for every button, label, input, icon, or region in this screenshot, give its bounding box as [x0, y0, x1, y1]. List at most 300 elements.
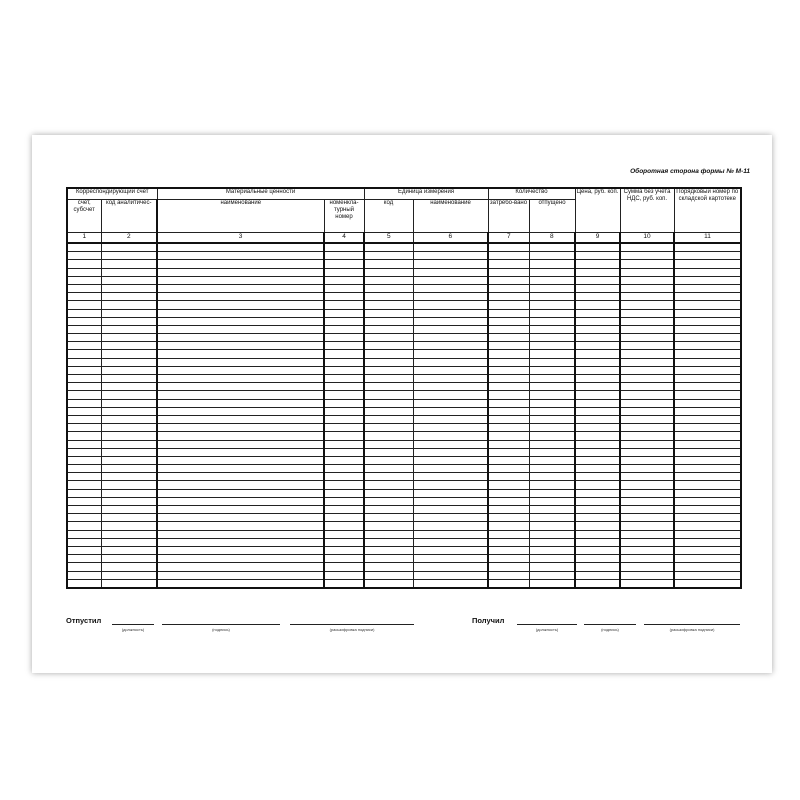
table-cell[interactable]	[157, 546, 324, 554]
table-cell[interactable]	[529, 440, 575, 448]
table-cell[interactable]	[529, 293, 575, 301]
table-cell[interactable]	[529, 243, 575, 252]
table-cell[interactable]	[575, 391, 620, 399]
table-cell[interactable]	[101, 546, 157, 554]
table-cell[interactable]	[364, 530, 413, 538]
table-cell[interactable]	[529, 563, 575, 571]
table-cell[interactable]	[364, 276, 413, 284]
table-cell[interactable]	[413, 555, 488, 563]
table-cell[interactable]	[324, 440, 364, 448]
table-cell[interactable]	[157, 571, 324, 579]
table-cell[interactable]	[488, 432, 529, 440]
table-cell[interactable]	[488, 276, 529, 284]
table-cell[interactable]	[324, 522, 364, 530]
table-cell[interactable]	[364, 432, 413, 440]
received-decoding-line[interactable]	[644, 624, 740, 625]
table-cell[interactable]	[620, 432, 674, 440]
table-cell[interactable]	[157, 391, 324, 399]
table-cell[interactable]	[529, 415, 575, 423]
table-cell[interactable]	[364, 284, 413, 292]
table-cell[interactable]	[101, 358, 157, 366]
table-cell[interactable]	[575, 366, 620, 374]
table-cell[interactable]	[620, 399, 674, 407]
table-cell[interactable]	[324, 383, 364, 391]
table-cell[interactable]	[575, 579, 620, 588]
table-cell[interactable]	[67, 301, 101, 309]
table-cell[interactable]	[488, 342, 529, 350]
table-cell[interactable]	[324, 391, 364, 399]
table-cell[interactable]	[101, 252, 157, 260]
table-cell[interactable]	[674, 301, 741, 309]
table-cell[interactable]	[157, 342, 324, 350]
table-cell[interactable]	[529, 399, 575, 407]
table-cell[interactable]	[620, 571, 674, 579]
table-cell[interactable]	[488, 383, 529, 391]
table-cell[interactable]	[529, 325, 575, 333]
table-cell[interactable]	[674, 309, 741, 317]
table-cell[interactable]	[67, 284, 101, 292]
table-cell[interactable]	[674, 342, 741, 350]
table-cell[interactable]	[529, 301, 575, 309]
table-cell[interactable]	[488, 522, 529, 530]
table-cell[interactable]	[413, 522, 488, 530]
table-cell[interactable]	[157, 276, 324, 284]
table-cell[interactable]	[488, 424, 529, 432]
table-cell[interactable]	[413, 546, 488, 554]
table-cell[interactable]	[364, 424, 413, 432]
table-cell[interactable]	[674, 555, 741, 563]
table-cell[interactable]	[529, 546, 575, 554]
table-cell[interactable]	[575, 383, 620, 391]
table-cell[interactable]	[101, 514, 157, 522]
table-cell[interactable]	[529, 514, 575, 522]
table-cell[interactable]	[157, 260, 324, 268]
table-cell[interactable]	[364, 538, 413, 546]
table-cell[interactable]	[620, 473, 674, 481]
table-cell[interactable]	[364, 506, 413, 514]
table-cell[interactable]	[67, 456, 101, 464]
table-cell[interactable]	[488, 440, 529, 448]
table-cell[interactable]	[324, 506, 364, 514]
table-cell[interactable]	[101, 424, 157, 432]
table-cell[interactable]	[620, 424, 674, 432]
table-cell[interactable]	[101, 432, 157, 440]
table-cell[interactable]	[413, 375, 488, 383]
table-cell[interactable]	[101, 260, 157, 268]
table-cell[interactable]	[67, 366, 101, 374]
table-cell[interactable]	[157, 530, 324, 538]
table-cell[interactable]	[529, 334, 575, 342]
table-cell[interactable]	[488, 375, 529, 383]
table-cell[interactable]	[324, 489, 364, 497]
table-cell[interactable]	[324, 456, 364, 464]
table-cell[interactable]	[575, 424, 620, 432]
table-cell[interactable]	[413, 579, 488, 588]
table-cell[interactable]	[67, 358, 101, 366]
table-cell[interactable]	[575, 497, 620, 505]
table-cell[interactable]	[413, 284, 488, 292]
table-cell[interactable]	[529, 448, 575, 456]
table-cell[interactable]	[157, 334, 324, 342]
table-cell[interactable]	[529, 555, 575, 563]
table-cell[interactable]	[674, 489, 741, 497]
table-cell[interactable]	[67, 383, 101, 391]
table-cell[interactable]	[620, 456, 674, 464]
table-cell[interactable]	[529, 432, 575, 440]
table-cell[interactable]	[413, 399, 488, 407]
table-cell[interactable]	[324, 268, 364, 276]
table-cell[interactable]	[324, 399, 364, 407]
table-cell[interactable]	[575, 571, 620, 579]
table-cell[interactable]	[67, 399, 101, 407]
table-cell[interactable]	[67, 334, 101, 342]
table-cell[interactable]	[488, 350, 529, 358]
table-cell[interactable]	[157, 350, 324, 358]
table-cell[interactable]	[620, 317, 674, 325]
table-cell[interactable]	[364, 342, 413, 350]
table-cell[interactable]	[674, 465, 741, 473]
table-cell[interactable]	[413, 563, 488, 571]
table-cell[interactable]	[413, 415, 488, 423]
table-cell[interactable]	[620, 440, 674, 448]
table-cell[interactable]	[157, 440, 324, 448]
table-cell[interactable]	[324, 415, 364, 423]
table-cell[interactable]	[101, 456, 157, 464]
table-cell[interactable]	[324, 350, 364, 358]
table-cell[interactable]	[488, 415, 529, 423]
table-cell[interactable]	[620, 546, 674, 554]
table-cell[interactable]	[157, 432, 324, 440]
table-cell[interactable]	[488, 243, 529, 252]
table-cell[interactable]	[413, 243, 488, 252]
table-cell[interactable]	[575, 252, 620, 260]
table-cell[interactable]	[620, 506, 674, 514]
table-cell[interactable]	[413, 391, 488, 399]
table-cell[interactable]	[101, 268, 157, 276]
table-cell[interactable]	[529, 407, 575, 415]
table-cell[interactable]	[620, 252, 674, 260]
table-cell[interactable]	[157, 358, 324, 366]
table-cell[interactable]	[67, 440, 101, 448]
table-cell[interactable]	[488, 448, 529, 456]
table-cell[interactable]	[488, 268, 529, 276]
table-cell[interactable]	[674, 317, 741, 325]
table-cell[interactable]	[620, 375, 674, 383]
table-cell[interactable]	[364, 334, 413, 342]
table-cell[interactable]	[324, 571, 364, 579]
table-cell[interactable]	[157, 243, 324, 252]
table-cell[interactable]	[575, 350, 620, 358]
table-cell[interactable]	[529, 424, 575, 432]
table-cell[interactable]	[67, 432, 101, 440]
table-cell[interactable]	[674, 530, 741, 538]
table-cell[interactable]	[67, 489, 101, 497]
table-cell[interactable]	[157, 522, 324, 530]
table-cell[interactable]	[529, 522, 575, 530]
table-cell[interactable]	[674, 293, 741, 301]
table-cell[interactable]	[364, 440, 413, 448]
table-cell[interactable]	[101, 579, 157, 588]
table-cell[interactable]	[488, 473, 529, 481]
table-cell[interactable]	[67, 260, 101, 268]
table-cell[interactable]	[67, 424, 101, 432]
table-cell[interactable]	[324, 276, 364, 284]
table-cell[interactable]	[157, 415, 324, 423]
table-cell[interactable]	[620, 555, 674, 563]
table-cell[interactable]	[575, 268, 620, 276]
table-cell[interactable]	[674, 334, 741, 342]
table-cell[interactable]	[620, 276, 674, 284]
table-cell[interactable]	[488, 506, 529, 514]
table-cell[interactable]	[413, 440, 488, 448]
table-cell[interactable]	[101, 350, 157, 358]
table-cell[interactable]	[674, 563, 741, 571]
table-cell[interactable]	[529, 284, 575, 292]
table-cell[interactable]	[674, 448, 741, 456]
table-cell[interactable]	[364, 391, 413, 399]
table-cell[interactable]	[157, 375, 324, 383]
table-cell[interactable]	[157, 424, 324, 432]
table-cell[interactable]	[101, 563, 157, 571]
table-cell[interactable]	[488, 497, 529, 505]
table-cell[interactable]	[157, 506, 324, 514]
table-cell[interactable]	[364, 473, 413, 481]
table-cell[interactable]	[101, 497, 157, 505]
table-cell[interactable]	[67, 415, 101, 423]
table-cell[interactable]	[324, 497, 364, 505]
table-cell[interactable]	[157, 538, 324, 546]
table-cell[interactable]	[324, 358, 364, 366]
table-cell[interactable]	[413, 252, 488, 260]
table-cell[interactable]	[488, 399, 529, 407]
table-cell[interactable]	[67, 538, 101, 546]
table-cell[interactable]	[324, 432, 364, 440]
table-cell[interactable]	[413, 366, 488, 374]
table-cell[interactable]	[324, 424, 364, 432]
table-cell[interactable]	[101, 342, 157, 350]
table-cell[interactable]	[364, 399, 413, 407]
table-cell[interactable]	[324, 293, 364, 301]
table-cell[interactable]	[488, 579, 529, 588]
table-cell[interactable]	[575, 375, 620, 383]
table-cell[interactable]	[67, 571, 101, 579]
table-cell[interactable]	[488, 293, 529, 301]
table-cell[interactable]	[575, 563, 620, 571]
table-cell[interactable]	[67, 497, 101, 505]
table-cell[interactable]	[364, 571, 413, 579]
table-cell[interactable]	[364, 465, 413, 473]
table-cell[interactable]	[157, 555, 324, 563]
table-cell[interactable]	[101, 276, 157, 284]
table-cell[interactable]	[101, 473, 157, 481]
released-decoding-line[interactable]	[290, 624, 414, 625]
table-cell[interactable]	[413, 309, 488, 317]
table-cell[interactable]	[674, 579, 741, 588]
table-cell[interactable]	[324, 366, 364, 374]
table-cell[interactable]	[488, 317, 529, 325]
table-cell[interactable]	[413, 260, 488, 268]
table-cell[interactable]	[620, 366, 674, 374]
table-cell[interactable]	[575, 546, 620, 554]
table-cell[interactable]	[67, 522, 101, 530]
table-cell[interactable]	[529, 260, 575, 268]
table-cell[interactable]	[101, 415, 157, 423]
table-cell[interactable]	[67, 530, 101, 538]
table-cell[interactable]	[157, 293, 324, 301]
table-cell[interactable]	[324, 514, 364, 522]
table-cell[interactable]	[101, 506, 157, 514]
table-cell[interactable]	[674, 268, 741, 276]
table-cell[interactable]	[529, 317, 575, 325]
table-cell[interactable]	[575, 301, 620, 309]
table-cell[interactable]	[157, 383, 324, 391]
table-cell[interactable]	[67, 563, 101, 571]
table-cell[interactable]	[620, 309, 674, 317]
table-cell[interactable]	[364, 309, 413, 317]
table-cell[interactable]	[101, 243, 157, 252]
table-cell[interactable]	[488, 358, 529, 366]
table-cell[interactable]	[575, 260, 620, 268]
table-cell[interactable]	[413, 506, 488, 514]
table-cell[interactable]	[324, 481, 364, 489]
table-cell[interactable]	[529, 497, 575, 505]
table-cell[interactable]	[101, 366, 157, 374]
table-cell[interactable]	[67, 342, 101, 350]
table-cell[interactable]	[620, 342, 674, 350]
table-cell[interactable]	[529, 252, 575, 260]
table-cell[interactable]	[67, 375, 101, 383]
table-cell[interactable]	[157, 317, 324, 325]
table-cell[interactable]	[674, 325, 741, 333]
table-cell[interactable]	[101, 383, 157, 391]
table-cell[interactable]	[67, 481, 101, 489]
table-cell[interactable]	[101, 375, 157, 383]
table-cell[interactable]	[620, 358, 674, 366]
table-cell[interactable]	[324, 563, 364, 571]
table-cell[interactable]	[413, 424, 488, 432]
table-cell[interactable]	[101, 334, 157, 342]
table-cell[interactable]	[529, 579, 575, 588]
table-cell[interactable]	[488, 546, 529, 554]
table-cell[interactable]	[674, 514, 741, 522]
table-cell[interactable]	[324, 317, 364, 325]
table-cell[interactable]	[364, 563, 413, 571]
table-cell[interactable]	[575, 293, 620, 301]
table-cell[interactable]	[674, 497, 741, 505]
table-cell[interactable]	[101, 538, 157, 546]
table-cell[interactable]	[324, 325, 364, 333]
table-cell[interactable]	[620, 465, 674, 473]
table-cell[interactable]	[575, 538, 620, 546]
table-cell[interactable]	[488, 514, 529, 522]
table-cell[interactable]	[620, 268, 674, 276]
table-cell[interactable]	[620, 325, 674, 333]
table-cell[interactable]	[324, 284, 364, 292]
table-cell[interactable]	[67, 276, 101, 284]
table-cell[interactable]	[364, 375, 413, 383]
table-cell[interactable]	[364, 293, 413, 301]
table-cell[interactable]	[413, 538, 488, 546]
table-cell[interactable]	[101, 465, 157, 473]
table-cell[interactable]	[620, 522, 674, 530]
table-cell[interactable]	[67, 407, 101, 415]
table-cell[interactable]	[101, 571, 157, 579]
table-cell[interactable]	[620, 448, 674, 456]
table-cell[interactable]	[488, 530, 529, 538]
table-cell[interactable]	[413, 268, 488, 276]
table-cell[interactable]	[620, 391, 674, 399]
table-cell[interactable]	[67, 268, 101, 276]
table-cell[interactable]	[364, 456, 413, 464]
table-cell[interactable]	[157, 481, 324, 489]
table-cell[interactable]	[575, 456, 620, 464]
table-cell[interactable]	[364, 317, 413, 325]
table-cell[interactable]	[67, 293, 101, 301]
table-cell[interactable]	[101, 489, 157, 497]
table-cell[interactable]	[413, 293, 488, 301]
table-cell[interactable]	[620, 489, 674, 497]
table-cell[interactable]	[413, 432, 488, 440]
table-cell[interactable]	[488, 571, 529, 579]
table-cell[interactable]	[674, 415, 741, 423]
table-cell[interactable]	[575, 325, 620, 333]
table-cell[interactable]	[157, 448, 324, 456]
table-cell[interactable]	[157, 284, 324, 292]
table-cell[interactable]	[157, 563, 324, 571]
table-cell[interactable]	[364, 243, 413, 252]
table-cell[interactable]	[324, 579, 364, 588]
table-cell[interactable]	[529, 276, 575, 284]
table-cell[interactable]	[413, 465, 488, 473]
table-cell[interactable]	[364, 301, 413, 309]
table-cell[interactable]	[364, 252, 413, 260]
table-cell[interactable]	[67, 514, 101, 522]
table-cell[interactable]	[364, 268, 413, 276]
table-cell[interactable]	[488, 538, 529, 546]
table-cell[interactable]	[529, 538, 575, 546]
table-cell[interactable]	[364, 522, 413, 530]
table-cell[interactable]	[674, 260, 741, 268]
table-cell[interactable]	[674, 473, 741, 481]
table-cell[interactable]	[413, 489, 488, 497]
table-cell[interactable]	[364, 497, 413, 505]
table-cell[interactable]	[575, 399, 620, 407]
table-cell[interactable]	[529, 366, 575, 374]
table-cell[interactable]	[620, 538, 674, 546]
table-cell[interactable]	[620, 243, 674, 252]
table-cell[interactable]	[157, 301, 324, 309]
table-cell[interactable]	[364, 407, 413, 415]
table-cell[interactable]	[488, 366, 529, 374]
table-cell[interactable]	[575, 243, 620, 252]
table-cell[interactable]	[364, 489, 413, 497]
table-cell[interactable]	[488, 563, 529, 571]
table-cell[interactable]	[101, 317, 157, 325]
table-cell[interactable]	[620, 334, 674, 342]
table-cell[interactable]	[575, 317, 620, 325]
table-cell[interactable]	[101, 522, 157, 530]
table-cell[interactable]	[413, 514, 488, 522]
table-cell[interactable]	[324, 309, 364, 317]
table-cell[interactable]	[529, 309, 575, 317]
table-cell[interactable]	[413, 530, 488, 538]
table-cell[interactable]	[620, 301, 674, 309]
table-cell[interactable]	[620, 481, 674, 489]
table-cell[interactable]	[413, 334, 488, 342]
table-cell[interactable]	[101, 448, 157, 456]
table-cell[interactable]	[674, 424, 741, 432]
table-cell[interactable]	[324, 252, 364, 260]
